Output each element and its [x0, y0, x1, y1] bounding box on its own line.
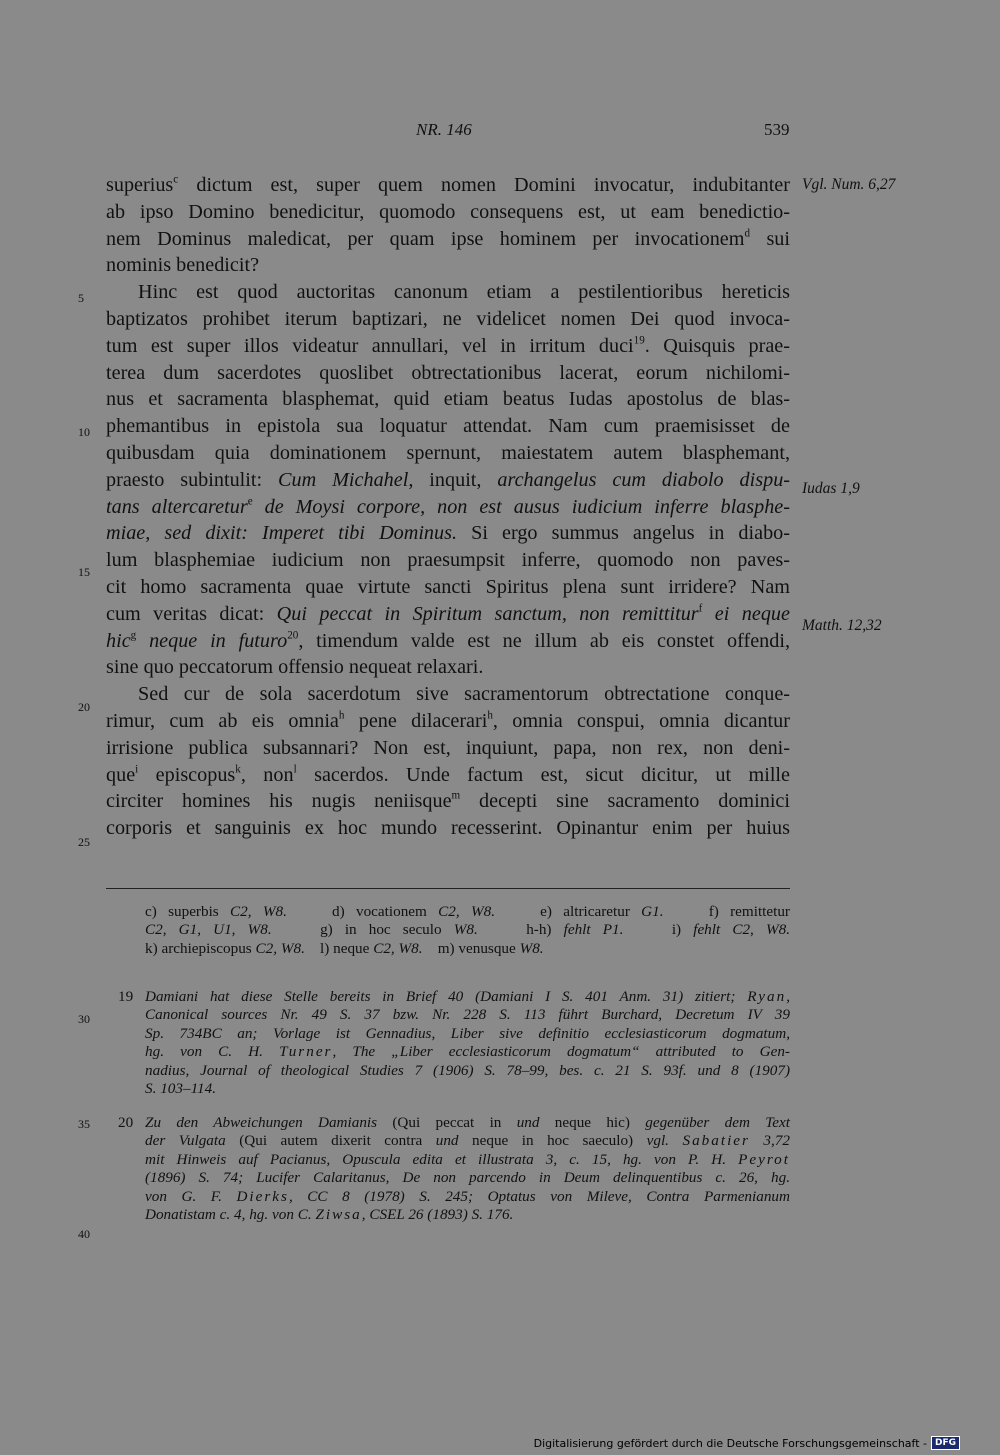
text-line: que$^i$ episcopus$^k$, non$^l$ sacerdos. Unde factum est, sicut dicitur, ut mille — [106, 763, 790, 786]
text-line: cit homo sacramenta quae virtute sancti Spiritus plena sunt irridere? Nam — [106, 575, 790, 598]
text-line: rimur, cum ab eis omnia$^h$ pene dilacerari$^h$, omnia conspui, omnia dicantur — [106, 709, 790, 732]
text-line: superius$^c$ dictum est, super quem nomen Domini invocatur, indubitanter — [106, 173, 790, 196]
critical-apparatus — [145, 903, 790, 958]
margin-reference: Vgl. Num. 6,27 — [802, 176, 896, 193]
footnote-line: Damiani hat diese Stelle bereits in Brief 40 (Damiani I S. 401 Anm. 31) zitiert; Ryan, — [145, 988, 790, 1005]
footnote-rule — [106, 888, 790, 889]
text-line: nem Dominus maledicat, per quam ipse hominem per invocationem$^d$ sui — [106, 227, 790, 250]
dfg-footer — [534, 1436, 960, 1450]
dfg-logo-icon: DFG — [931, 1436, 960, 1450]
footnote-line: (1896) S. 74; Lucifer Calaritanus, De non parcendo in Deum delinquentibus c. 26, hg. — [145, 1169, 790, 1187]
line-number: 5 — [78, 291, 84, 305]
main-text — [106, 172, 790, 842]
footer-text: Digitalisierung gefördert durch die Deutsche Forschungsgemeinschaft - — [533, 1436, 927, 1450]
text-line: hic$^g$ neque in futuro$^{20}$, timendum valde est ne illum ab eis constet offendi, — [106, 629, 791, 652]
text-line: tum est super illos videatur annullari, vel in irritum duci$^{19}$. Quisquis prae- — [106, 334, 790, 357]
text-line: praesto subintulit: Cum Michahel, inquit, archangelus cum diabolo dispu- — [106, 468, 791, 491]
text-line: nus et sacramenta blasphemat, quid etiam beatus Iudas apostolus de blas- — [106, 388, 790, 411]
apparatus-line: C2, G1, U1, W8. g) in hoc seculo W8. h-h) fehlt P1. i) fehlt C2, W8. — [145, 921, 790, 939]
text-line: ab ipso Domino benedicitur, quomodo consequens est, ut eam benedictio- — [106, 200, 790, 223]
text-line: Hinc est quod auctoritas canonum etiam a pestilentioribus hereticis — [138, 281, 790, 304]
text-line: circiter homines his nugis neniisque$^m$ decepti sine sacramento dominici — [106, 790, 790, 813]
footnote-line: von G. F. Dierks, CC 8 (1978) S. 245; Optatus von Mileve, Contra Parmenianum — [145, 1187, 790, 1205]
text-line: sine quo peccatorum offensio nequeat relaxari. — [106, 656, 484, 679]
footnote-line: der Vulgata (Qui autem dixerit contra und neque in hoc saeculo) vgl. Sabatier 3,72 — [145, 1132, 791, 1150]
apparatus-line: k) archiepiscopus C2, W8. l) neque C2, W8. m) venusque W8. — [145, 939, 544, 957]
text-line: phemantibus in epistola sua loquatur attendat. Nam cum praemisisset de — [106, 415, 790, 438]
footnote-line: S. 103–114. — [145, 1079, 217, 1097]
margin-reference: Matth. 12,32 — [802, 617, 882, 634]
text-line: nominis benedicit? — [106, 254, 260, 277]
page-number: 539 — [764, 120, 790, 139]
text-line: cum veritas dicat: Qui peccat in Spiritum sanctum, non remittitur$^f$ ei neque — [106, 602, 790, 625]
text-line: lum blasphemiae iudicium non praesumpsit inferre, quomodo non paves- — [106, 549, 790, 572]
footnote-line: nadius, Journal of theological Studies 7 (1906) S. 78–99, bes. c. 21 S. 93f. und 8 (1907) — [145, 1061, 790, 1079]
line-number: 40 — [78, 1227, 90, 1241]
text-line: quibusdam quia dominationem spernunt, maiestatem autem blasphemant, — [106, 441, 790, 464]
footnote-line: Donatistam c. 4, hg. von C. Ziwsa, CSEL 26 (1893) S. 176. — [145, 1205, 514, 1223]
line-number: 10 — [78, 425, 90, 439]
line-number: 30 — [78, 1012, 90, 1026]
apparatus-line: c) superbis C2, W8. d) vocationem C2, W8. e) altricaretur G1. f) remittetur — [145, 903, 790, 920]
footnote-line: Zu den Abweichungen Damianis (Qui peccat in und neque hic) gegenüber dem Text — [145, 1114, 790, 1131]
text-line: corporis et sanguinis ex hoc mundo recesserint. Opinantur enim per huius — [106, 817, 790, 840]
text-line: baptizatos prohibet iterum baptizari, ne videlicet nomen Dei quod invoca- — [106, 307, 790, 330]
text-line: miae, sed dixit: Imperet tibi Dominus. Si ergo summus angelus in diabo- — [106, 522, 791, 545]
footnote-number: 19 — [118, 988, 134, 1005]
text-line: tans altercaretur$^e$ de Moysi corpore, non est ausus iudicium inferre blasphe- — [106, 495, 790, 518]
line-number: 20 — [78, 700, 90, 714]
margin-reference: Iudas 1,9 — [802, 480, 860, 497]
running-title: NR. 146 — [416, 120, 472, 139]
footnote-line: mit Hinweis auf Pacianus, Opuscula edita et illustrata 3, c. 15, hg. von P. H. Peyrot — [145, 1150, 790, 1168]
text-line: irrisione publica subsannari? Non est, inquiunt, papa, non rex, non deni- — [106, 736, 790, 759]
text-line: terea dum sacerdotes quoslibet obtrectationibus lacerat, eorum nichilomi- — [106, 361, 790, 384]
footnote-number: 20 — [118, 1114, 134, 1131]
line-number: 35 — [78, 1117, 90, 1131]
text-line: Sed cur de sola sacerdotum sive sacramentorum obtrectatione conque- — [138, 683, 790, 706]
line-number: 25 — [78, 835, 90, 849]
footnote-line: Canonical sources Nr. 49 S. 37 bzw. Nr. 228 S. 113 führt Burchard, Decretum IV 39 — [145, 1006, 790, 1024]
footnote-19 — [145, 988, 790, 1098]
footnote-20 — [145, 1114, 790, 1224]
footnote-line: Sp. 734BC an; Vorlage ist Gennadius, Liber sive definitio ecclesiasticorum dogmatum, — [145, 1024, 790, 1042]
footnote-line: hg. von C. H. Turner, The „Liber ecclesiasticorum dogmatum“ attributed to Gen- — [145, 1043, 790, 1061]
line-number: 15 — [78, 565, 90, 579]
